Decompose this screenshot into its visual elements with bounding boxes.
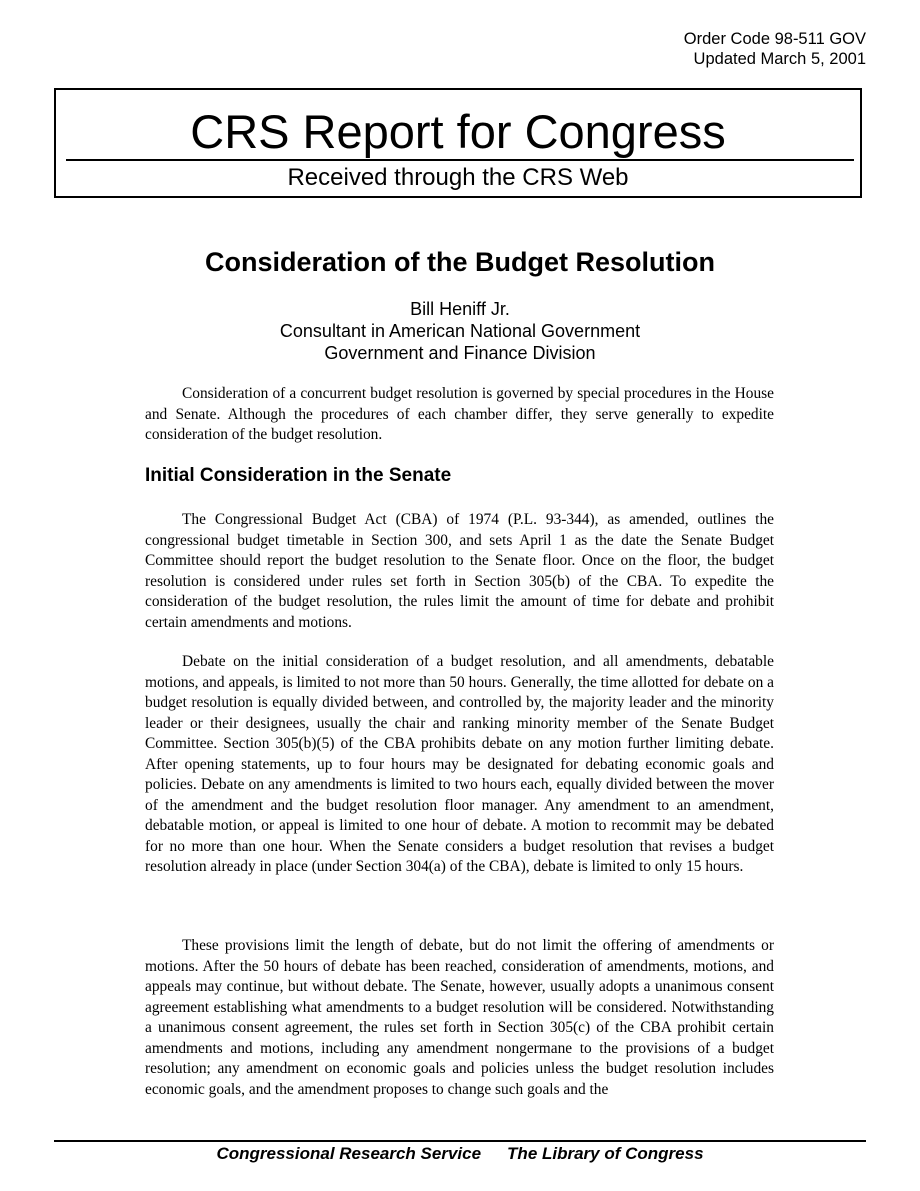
report-subtitle: Received through the CRS Web bbox=[287, 164, 629, 191]
footer-publisher: Congressional Research Service bbox=[216, 1144, 482, 1163]
report-title: CRS Report for Congress bbox=[190, 105, 726, 158]
author-title: Consultant in American National Government bbox=[279, 321, 641, 341]
author-name: Bill Heniff Jr. bbox=[410, 299, 510, 319]
section-heading: Initial Consideration in the Senate bbox=[145, 465, 452, 486]
document-title: Consideration of the Budget Resolution bbox=[205, 247, 715, 277]
footer-library: The Library of Congress bbox=[507, 1144, 704, 1163]
body-paragraph: Debate on the initial consideration of a budget resolution, and all amendments, debatable motions, and appeals, is limited to not more than 50 hours. Generally, the time allotted for debate on a budget resolution is equally divided between, and controlled by, the majority leader and the minority leader or their designees, usually the chair and ranking minority member of the Senate Budget Committee. Section 305(b)(5) of the CBA prohibits debate on any motion further limiting debate. After opening statements, up to four hours may be designated for debating economic goals and policies. Debate on any amendments is limited to two hours each, equally divided between the mover of the amendment and the budget resolution floor manager. Any amendment to an amendment, debatable motion, or appeal is limited to one hour of debate. A motion to recommit may be debated for no more than one hour. When the Senate considers a budget resolution that revises a budget resolution already in place (under Section 304(a) of the CBA), debate is limited to only 15 hours. bbox=[145, 653, 774, 875]
author-division: Government and Finance Division bbox=[324, 343, 596, 363]
body-paragraph: These provisions limit the length of debate, but do not limit the offering of amendments or motions. After the 50 hours of debate has been reached, consideration of amendments, motions, and appeals may continue, but without debate. The Senate, however, usually adopts a unanimous consent agreement establishing what amendments to a budget resolution will be considered. Notwithstanding a unanimous consent agreement, the rules set forth in Section 305(c) of the CBA prohibit certain amendments and motions, including any amendment nongermane to the provisions of a budget resolution; any amendment on economic goals and policies unless the budget resolution includes economic goals, and the amendment proposes to change such goals and the bbox=[145, 937, 774, 1098]
updated-date: Updated March 5, 2001 bbox=[693, 50, 866, 68]
footer-divider bbox=[54, 1140, 866, 1142]
order-code-block bbox=[684, 29, 866, 69]
page-footer bbox=[0, 1143, 920, 1165]
intro-paragraph: Consideration of a concurrent budget resolution is governed by special procedures in the House and Senate. Although the procedures of each chamber differ, they serve generally to expedite consideration of the budget resolution. bbox=[145, 385, 774, 443]
report-banner bbox=[54, 88, 862, 198]
body-paragraph: The Congressional Budget Act (CBA) of 1974 (P.L. 93-344), as amended, outlines the congressional budget timetable in Section 300, and sets April 1 as the date the Senate Budget Committee should report the budget resolution to the Senate floor. Once on the floor, the budget resolution is considered under rules set forth in Section 305(b) of the CBA. To expedite the consideration of the budget resolution, the rules limit the amount of time for debate and prohibit certain amendments and motions. bbox=[145, 511, 774, 631]
author-block bbox=[0, 298, 920, 364]
order-code: Order Code 98-511 GOV bbox=[683, 30, 866, 48]
report-divider bbox=[66, 159, 854, 161]
